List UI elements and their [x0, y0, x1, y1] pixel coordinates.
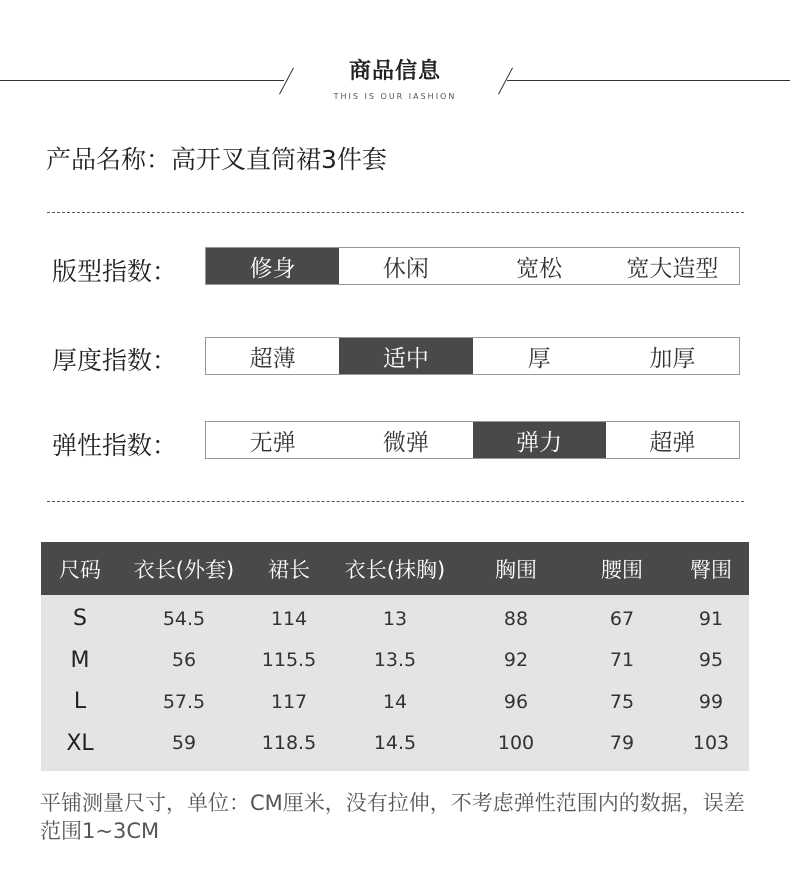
thickness-option: 厚 [527, 345, 551, 372]
table-cell: 79 [609, 732, 635, 755]
fit-option: 宽松 [516, 255, 563, 282]
fit-option: 休闲 [382, 255, 429, 282]
elasticity-option: 无弹 [249, 429, 296, 456]
section-subtitle: THIS IS OUR IASHION [333, 92, 457, 101]
table-cell-size: XL [66, 730, 94, 756]
elasticity-option: 微弹 [382, 429, 429, 456]
table-cell: 91 [698, 607, 724, 630]
table-cell: 117 [270, 690, 308, 713]
table-cell: 115.5 [261, 649, 317, 672]
table-cell: 13 [382, 607, 408, 630]
table-header-cell: 臀围 [690, 557, 732, 582]
table-header-cell: 衣长(外套) [133, 557, 235, 582]
table-cell: 103 [692, 732, 730, 755]
table-cell: 88 [503, 607, 529, 630]
fit-index-scale [205, 247, 740, 285]
table-cell: 57.5 [162, 690, 206, 713]
divider-bottom [47, 501, 744, 502]
table-cell: 100 [497, 732, 535, 755]
elasticity-index-label: 弹性指数： [52, 431, 178, 460]
measurement-note: 平铺测量尺寸，单位：CM厘米，没有拉伸，不考虑弹性范围内的数据，误差范围1~3CM [40, 791, 745, 843]
size-table-body [41, 595, 749, 771]
table-header-cell: 尺码 [59, 557, 101, 582]
table-row [41, 723, 749, 765]
thickness-option: 适中 [339, 338, 472, 374]
table-cell: 56 [171, 649, 197, 672]
elasticity-option: 弹力 [473, 422, 606, 458]
table-cell-size: M [70, 647, 90, 673]
elasticity-option: 超弹 [649, 429, 696, 456]
thickness-option: 超薄 [249, 345, 296, 372]
product-name-line [46, 140, 387, 176]
table-cell: 71 [609, 649, 635, 672]
table-cell: 96 [503, 690, 529, 713]
section-title: 商品信息 [348, 59, 441, 84]
table-header-cell: 衣长(抹胸) [344, 557, 446, 582]
table-header-cell: 腰围 [601, 557, 643, 582]
table-cell: 118.5 [261, 732, 317, 755]
table-cell: 14 [382, 690, 408, 713]
table-cell: 75 [609, 690, 635, 713]
size-table [41, 542, 749, 771]
table-cell: 14.5 [373, 732, 417, 755]
fit-option: 宽大造型 [626, 255, 719, 282]
table-cell: 95 [698, 649, 724, 672]
table-header-cell: 裙长 [268, 557, 310, 582]
table-cell: 114 [270, 607, 308, 630]
elasticity-index-scale [205, 421, 740, 459]
table-header-cell: 胸围 [495, 557, 537, 582]
table-cell-size: L [73, 689, 87, 715]
thickness-index-label: 厚度指数： [52, 346, 178, 375]
table-cell: 92 [503, 649, 529, 672]
table-cell: 99 [698, 690, 724, 713]
divider-top [47, 212, 744, 213]
table-row [41, 598, 749, 640]
thickness-option: 加厚 [649, 345, 696, 372]
table-row [41, 640, 749, 682]
table-cell: 13.5 [373, 649, 417, 672]
size-table-header [41, 542, 749, 595]
table-row [41, 681, 749, 723]
product-name-label: 产品名称： [46, 145, 172, 174]
fit-option: 修身 [206, 248, 339, 284]
table-cell: 54.5 [162, 607, 206, 630]
thickness-index-scale [205, 337, 740, 375]
table-cell-size: S [73, 606, 87, 632]
fit-index-label: 版型指数： [52, 257, 178, 286]
table-cell: 59 [171, 732, 197, 755]
table-cell: 67 [609, 607, 635, 630]
product-name-value: 高开叉直筒裙3件套 [171, 145, 387, 174]
